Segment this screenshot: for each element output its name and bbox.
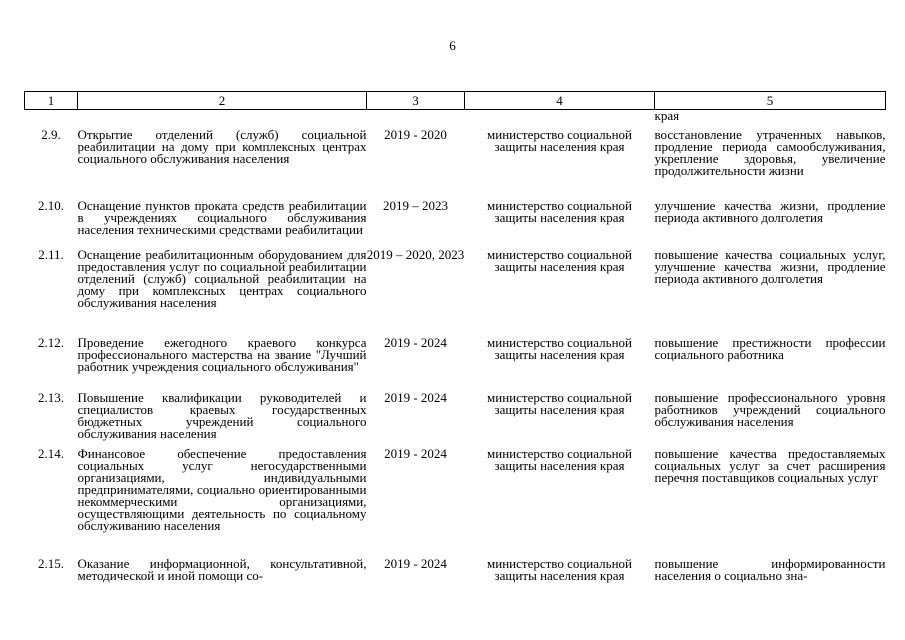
row-result: повышение качества социальных услуг, улучшение качества жизни, продление периода активного долголетия (654, 247, 886, 286)
row-number: 2.15. (38, 556, 64, 571)
page-number: 6 (449, 38, 456, 53)
table-row (25, 558, 886, 594)
row-number: 2.13. (38, 390, 64, 405)
table-row (25, 247, 886, 329)
column-header: 5 (655, 92, 886, 110)
row-result: повышение престижности профессии социального работника (654, 335, 886, 362)
column-header: 1 (25, 92, 78, 110)
row-term: 2019 – 2020, 2023 (366, 247, 465, 262)
row-executor: министерство социальной защиты населения края (487, 198, 632, 225)
row-result: повышение профессионального уровня работников учреждений социального обслуживания населения (654, 390, 886, 429)
table-row (25, 387, 886, 446)
row-executor: министерство социальной защиты населения края (487, 446, 632, 473)
carryover-text: края (654, 108, 680, 123)
row-number: 2.12. (38, 335, 64, 350)
activities-table (24, 91, 886, 594)
table-row (25, 122, 886, 189)
row-term: 2019 - 2020 (384, 127, 447, 142)
column-header: 3 (367, 92, 465, 110)
row-number: 2.9. (41, 127, 61, 142)
row-number: 2.14. (38, 446, 64, 461)
row-term: 2019 - 2024 (384, 556, 447, 571)
table-row (25, 189, 886, 247)
column-header: 4 (465, 92, 655, 110)
row-result: повышение информированности населения о социально зна- (654, 556, 886, 583)
row-number: 2.11. (38, 247, 64, 262)
carryover-row (25, 110, 886, 123)
row-executor: министерство социальной защиты населения края (487, 335, 632, 362)
row-term: 2019 - 2024 (384, 335, 447, 350)
row-executor: министерство социальной защиты населения края (487, 127, 632, 154)
row-number: 2.10. (38, 198, 64, 213)
row-term: 2019 - 2024 (384, 446, 447, 461)
row-name: Открытие отделений (служб) социальной реабилитации на дому при комплексных центрах социального обслуживания населения (77, 127, 367, 166)
column-header: 2 (78, 92, 367, 110)
row-executor: министерство социальной защиты населения края (487, 247, 632, 274)
table-header-row (25, 92, 886, 110)
row-result: улучшение качества жизни, продление периода активного долголетия (654, 198, 886, 225)
row-executor: министерство социальной защиты населения края (487, 390, 632, 417)
table-row (25, 446, 886, 558)
table-row (25, 329, 886, 387)
row-name: Повышение квалификации руководителей и специалистов краевых государственных бюджетных учреждений социального обслуживания населения (77, 390, 367, 441)
row-name: Оказание информационной, консультативной, методической и иной помощи со- (77, 556, 367, 583)
row-name: Оснащение пунктов проката средств реабилитации в учреждениях социального обслуживания населения техническими средствами реабилитации (77, 198, 367, 237)
row-result: восстановление утраченных навыков, продление периода самообслуживания, укрепление здоровья, увеличение продолжительности жизни (654, 127, 886, 178)
row-name: Финансовое обеспечение предоставления социальных услуг негосударственными организациями, индивидуальными предпринимателями, социально ориентированными некоммерческими организациями, осуществляющими деятельность по социальному обслуживанию населения (77, 446, 367, 533)
row-name: Проведение ежегодного краевого конкурса профессионального мастерства на звание "Лучший работник учреждения социального обслуживания" (77, 335, 367, 374)
row-executor: министерство социальной защиты населения края (487, 556, 632, 583)
row-name: Оснащение реабилитационным оборудованием для предоставления услуг по социальной реабилитации отделений (служб) социальной реабилитации на дому при комплексных центрах социального обслуживания населения (77, 247, 367, 310)
row-term: 2019 - 2024 (384, 390, 447, 405)
row-result: повышение качества предоставляемых социальных услуг за счет расширения перечня поставщиков социальных услуг (654, 446, 886, 485)
row-term: 2019 – 2023 (383, 198, 448, 213)
